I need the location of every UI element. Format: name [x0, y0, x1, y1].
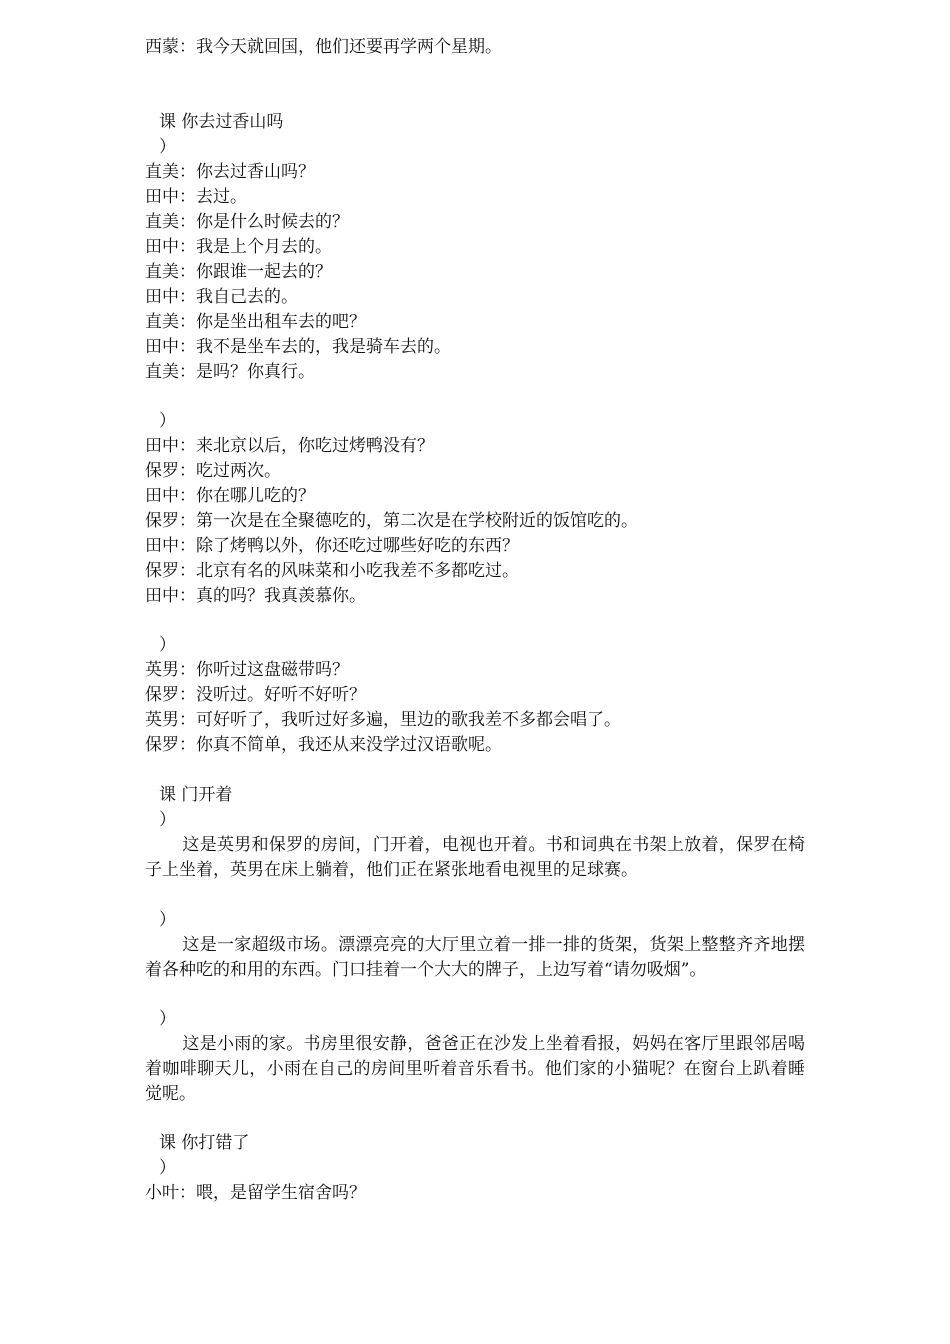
- dialogue-line: 田中：我是上个月去的。: [145, 237, 332, 257]
- dialogue-line: 西蒙：我今天就回国，他们还要再学两个星期。: [145, 37, 502, 57]
- section-marker: ）: [159, 910, 176, 930]
- dialogue-line: 直美：是吗？你真行。: [145, 362, 315, 382]
- passage-text: 这是英男和保罗的房间，门开着，电视也开着。书和词典在书架上放着，保罗在椅子上坐着，英男在床上躺着，他们正在紧张地看电视里的足球赛。: [145, 835, 805, 880]
- section-marker: ）: [159, 137, 176, 157]
- section-marker: ）: [159, 411, 176, 431]
- dialogue-line: 田中：去过。: [145, 187, 247, 207]
- passage-text: 这是一家超级市场。漂漂亮亮的大厅里立着一排一排的货架，货架上整整齐齐地摆着各种吃的和用的东西。门口挂着一个大大的牌子，上边写着“请勿吸烟”。: [145, 935, 805, 980]
- section-marker: ）: [159, 635, 176, 655]
- dialogue-line: 保罗：没听过。好听不好听？: [145, 685, 366, 705]
- dialogue-line: 田中：你在哪儿吃的？: [145, 486, 315, 506]
- lesson-title: 课 门开着: [159, 785, 233, 805]
- dialogue-line: 田中：我自己去的。: [145, 287, 298, 307]
- dialogue-line: 直美：你跟谁一起去的？: [145, 262, 332, 282]
- dialogue-line: 保罗：吃过两次。: [145, 461, 281, 481]
- passage: [145, 1032, 805, 1107]
- dialogue-line: 英男：你听过这盘磁带吗？: [145, 660, 349, 680]
- dialogue-line: 田中：来北京以后，你吃过烤鸭没有？: [145, 436, 434, 456]
- dialogue-line: 英男：可好听了，我听过好多遍，里边的歌我差不多都会唱了。: [145, 710, 621, 730]
- dialogue-line: 直美：你去过香山吗？: [145, 162, 315, 182]
- passage: [145, 833, 805, 883]
- dialogue-line: 田中：真的吗？我真羡慕你。: [145, 586, 366, 606]
- dialogue-line: 保罗：第一次是在全聚德吃的，第二次是在学校附近的饭馆吃的。: [145, 511, 638, 531]
- section-marker: ）: [159, 810, 176, 830]
- dialogue-line: 直美：你是坐出租车去的吧？: [145, 312, 366, 332]
- dialogue-line: 田中：除了烤鸭以外，你还吃过哪些好吃的东西？: [145, 536, 519, 556]
- section-marker: ）: [159, 1009, 176, 1029]
- lesson-title: 课 你打错了: [159, 1133, 250, 1153]
- dialogue-line: 保罗：北京有名的风味菜和小吃我差不多都吃过。: [145, 561, 519, 581]
- dialogue-line: 保罗：你真不简单，我还从来没学过汉语歌呢。: [145, 735, 502, 755]
- dialogue-line: 直美：你是什么时候去的？: [145, 212, 349, 232]
- passage-text: 这是小雨的家。书房里很安静，爸爸正在沙发上坐着看报，妈妈在客厅里跟邻居喝着咖啡聊天儿，小雨在自己的房间里听着音乐看书。他们家的小猫呢？在窗台上趴着睡觉呢。: [145, 1034, 805, 1104]
- dialogue-line: 田中：我不是坐车去的，我是骑车去的。: [145, 337, 451, 357]
- lesson-title: 课 你去过香山吗: [159, 112, 284, 132]
- passage: [145, 933, 805, 983]
- dialogue-line: 小叶：喂，是留学生宿舍吗？: [145, 1183, 366, 1203]
- section-marker: ）: [159, 1158, 176, 1178]
